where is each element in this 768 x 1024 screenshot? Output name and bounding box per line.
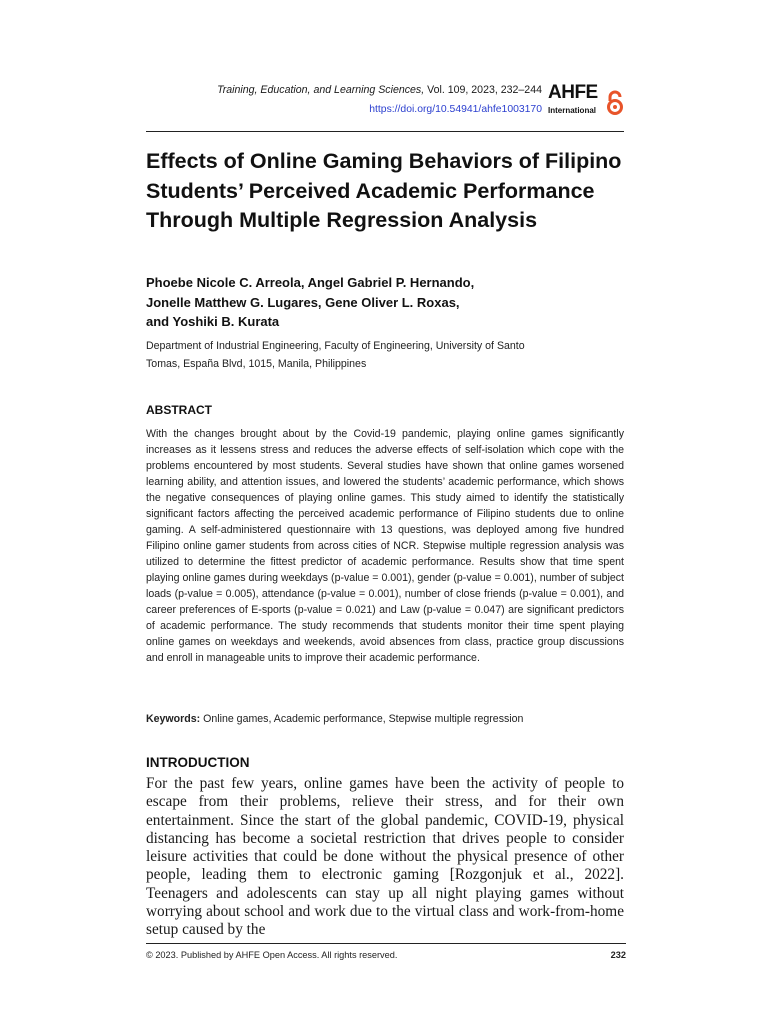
author-line: Phoebe Nicole C. Arreola, Angel Gabriel P. Hernando, bbox=[146, 275, 475, 290]
copyright-notice: © 2023. Published by AHFE Open Access. All rights reserved. bbox=[146, 950, 398, 960]
doi-link[interactable]: https://doi.org/10.54941/ahfe1003170 bbox=[369, 104, 542, 115]
journal-name: Training, Education, and Learning Sciences, bbox=[217, 84, 425, 96]
ahfe-logo bbox=[548, 84, 624, 120]
paper-title: Effects of Online Gaming Behaviors of Filipino Students’ Perceived Academic Performance Through Multiple Regression Analysis bbox=[146, 149, 622, 232]
author-line: and Yoshiki B. Kurata bbox=[146, 314, 280, 329]
journal-citation bbox=[217, 84, 542, 96]
introduction-body: For the past few years, online games have been the activity of people to escape from their problems, relieve their stress, and for their own entertainment. Since the start of the global pandemic, COVID-19, physical distancing has become a societal restriction that drives people to consider leisure activities that could be done without the physical presence of other people, leading them to electronic gaming [Rozgonjuk et al., 2022]. Teenagers and adolescents can stay up all night playing games without worrying about school and work due to the virtual class and work-from-home setup caused by the bbox=[146, 775, 624, 939]
open-access-icon bbox=[606, 90, 624, 116]
footer-divider bbox=[146, 943, 626, 944]
affiliation bbox=[146, 338, 626, 373]
author-list bbox=[146, 273, 626, 332]
logo-subtitle: International bbox=[548, 106, 597, 115]
journal-details: Vol. 109, 2023, 232–244 bbox=[424, 84, 542, 96]
page-number: 232 bbox=[610, 950, 626, 960]
logo-name: AHFE bbox=[548, 82, 598, 103]
header-divider bbox=[146, 131, 624, 132]
keywords-value: Online games, Academic performance, Stepwise multiple regression bbox=[200, 713, 524, 725]
abstract-body: With the changes brought about by the Covid-19 pandemic, playing online games significantly increases as it lessens stress and reduces the adverse effects of self-isolation which cope with the problems encountered by most students. Several studies have shown that online games worsened learning ability, and attention issues, and lowered the students’ academic performance, which shows the negative consequences of playing online games. This study aimed to identify the statistically significant factors affecting the perceived academic performance of Filipino students due to online gaming. A self-administered questionnaire with 13 questions, was deployed among five hundred Filipino online gamer students from across cities of NCR. Stepwise multiple regression analysis was utilized to determine the fittest predictor of academic performance. Results show that time spent playing online games during weekdays (p-value = 0.001), gender (p-value = 0.001), number of subject loads (p-value = 0.005), attendance (p-value = 0.001), number of close friends (p-value = 0.001), and career preferences of E-sports (p-value = 0.021) and Law (p-value = 0.047) are significant predictors of academic performance. The study recommends that students monitor their time spent playing online games on weekdays and weekends, avoid absences from class, practice group discussions and enroll in manageable units to improve their academic performance. bbox=[146, 428, 624, 664]
affiliation-line: Department of Industrial Engineering, Faculty of Engineering, University of Santo bbox=[146, 340, 525, 352]
affiliation-line: Tomas, España Blvd, 1015, Manila, Philippines bbox=[146, 357, 367, 370]
keywords-label: Keywords: bbox=[146, 713, 201, 725]
introduction-heading: INTRODUCTION bbox=[146, 755, 250, 770]
author-line: Jonelle Matthew G. Lugares, Gene Oliver L. Roxas, bbox=[146, 294, 460, 310]
keywords bbox=[146, 713, 624, 725]
abstract-heading: ABSTRACT bbox=[146, 403, 212, 417]
